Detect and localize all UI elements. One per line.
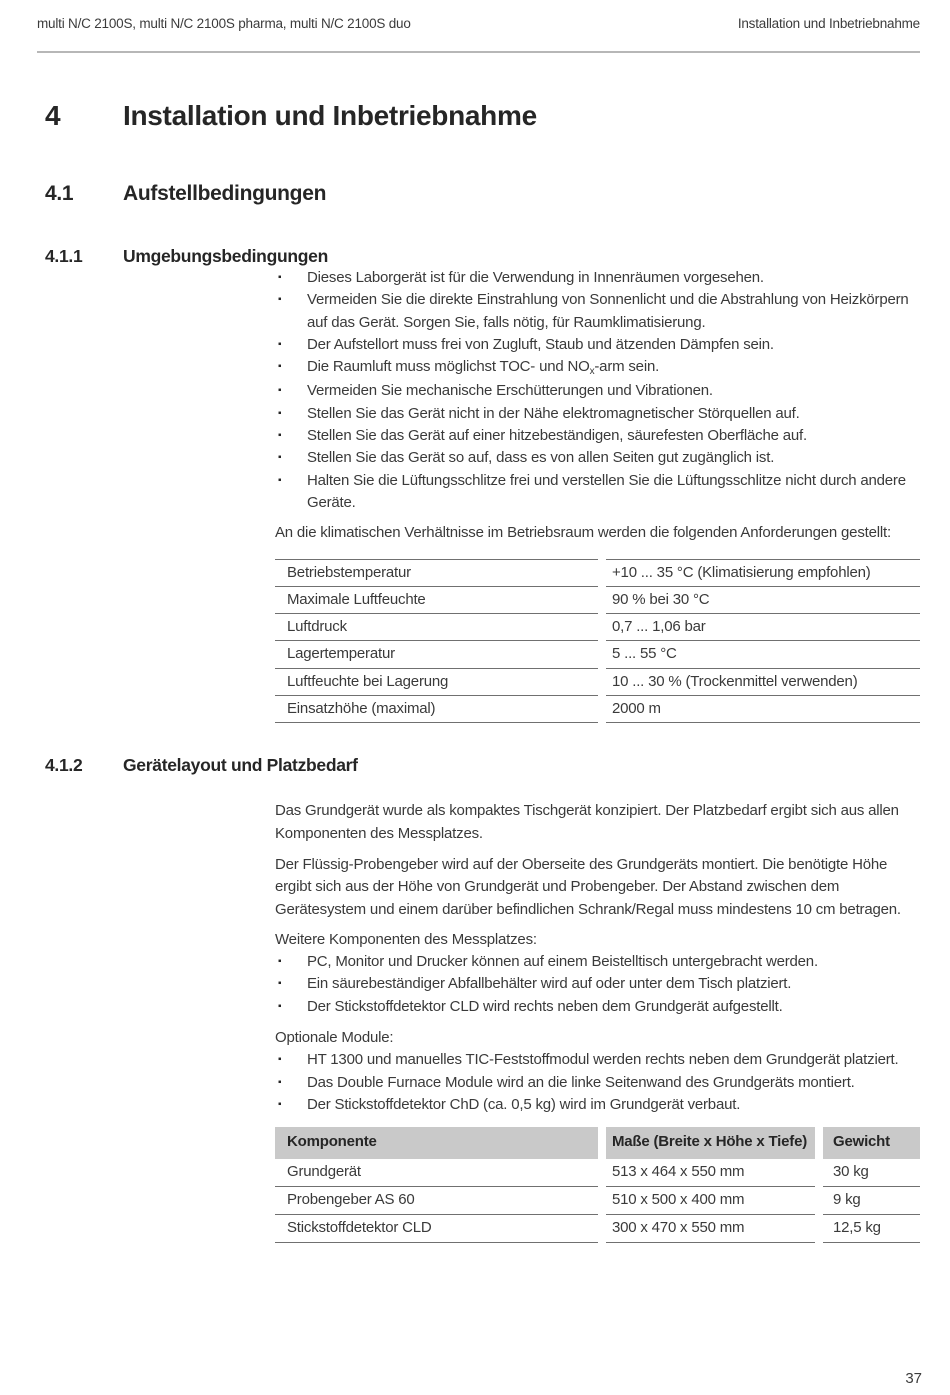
- header-rule: [37, 51, 920, 53]
- section-heading-4-1-1: [0, 246, 950, 267]
- square-bullet-icon: ▪: [278, 407, 282, 419]
- square-bullet-icon: ▪: [278, 978, 282, 990]
- table-cell-weight: 9 kg: [823, 1186, 920, 1214]
- climate-conditions-table: [275, 559, 920, 724]
- table-row: [275, 668, 920, 695]
- list-item: ▪ Der Stickstoffdetektor ChD (ca. 0,5 kg) wird im Grundgerät verbaut.: [275, 1094, 920, 1116]
- table-cell-label: Betriebstemperatur: [275, 559, 598, 586]
- section-heading-4-1-2: [0, 755, 950, 776]
- table-cell-dimensions: 300 x 470 x 550 mm: [606, 1214, 815, 1243]
- climate-intro-paragraph: An die klimatischen Verhältnisse im Betriebsraum werden die folgenden Anforderungen gestellt:: [275, 524, 891, 542]
- table-cell-label: Luftdruck: [275, 613, 598, 640]
- section-number: 4.1: [45, 182, 74, 205]
- section-number: 4: [45, 100, 61, 131]
- list-item: ▪ Vermeiden Sie mechanische Erschütterungen und Vibrationen.: [275, 380, 920, 402]
- page-number: 37: [905, 1370, 922, 1387]
- table-cell-value: 2000 m: [606, 695, 920, 723]
- table-cell-value: +10 ... 35 °C (Klimatisierung empfohlen): [606, 559, 920, 586]
- table-cell-weight: 30 kg: [833, 1162, 869, 1180]
- section-4-1-2-content: [275, 800, 920, 1243]
- header-right-title: Installation und Inbetriebnahme: [737, 16, 920, 31]
- layout-paragraph-1: Das Grundgerät wurde als kompaktes Tischgerät konzipiert. Der Platzbedarf ergibt sich aus allen Komponenten des Messplatzes.: [275, 802, 899, 842]
- table-cell-value: 0,7 ... 1,06 bar: [606, 613, 920, 640]
- table-row: [275, 1186, 920, 1214]
- section-title: Gerätelayout und Platzbedarf: [123, 755, 358, 776]
- square-bullet-icon: ▪: [278, 452, 282, 464]
- list-item: ▪ Halten Sie die Lüftungsschlitze frei und verstellen Sie die Lüftungsschlitze nicht durch andere Geräte.: [275, 470, 920, 515]
- list-item: ▪ Stellen Sie das Gerät auf einer hitzebeständigen, säurefesten Oberfläche auf.: [275, 425, 920, 447]
- table-row: [275, 1214, 920, 1243]
- table-row: [275, 613, 920, 640]
- table-cell-label: Einsatzhöhe (maximal): [275, 695, 598, 723]
- square-bullet-icon: ▪: [278, 338, 282, 350]
- square-bullet-icon: ▪: [278, 1054, 282, 1066]
- list-item: ▪ Ein säurebeständiger Abfallbehälter wird auf oder unter dem Tisch platziert.: [275, 973, 920, 995]
- section-heading-4-1: [0, 182, 950, 206]
- column-header: Maße (Breite x Höhe x Tiefe): [606, 1127, 815, 1158]
- list-item: ▪ PC, Monitor und Drucker können auf einem Beistelltisch untergebracht werden.: [275, 951, 920, 973]
- table-cell-component: Grundgerät: [287, 1162, 361, 1180]
- table-row: [275, 640, 920, 667]
- section-4-1-1-content: [275, 267, 920, 723]
- list-item: ▪ Dieses Laborgerät ist für die Verwendung in Innenräumen vorgesehen.: [275, 267, 920, 289]
- more-components-label: Weitere Komponenten des Messplatzes:: [275, 930, 537, 948]
- column-header: Gewicht: [823, 1127, 920, 1158]
- table-row: [275, 1159, 920, 1186]
- square-bullet-icon: ▪: [278, 1076, 282, 1088]
- section-number: 4.1.1: [45, 246, 83, 266]
- optional-modules-label: Optionale Module:: [275, 1029, 394, 1047]
- running-header: [37, 16, 920, 31]
- table-header-row: [275, 1127, 920, 1158]
- subscript-x: x: [589, 366, 595, 378]
- table-row: [275, 695, 920, 723]
- square-bullet-icon: ▪: [278, 385, 282, 397]
- section-title: Umgebungsbedingungen: [123, 246, 328, 266]
- table-row: [275, 586, 920, 613]
- table-cell-dimensions: 513 x 464 x 550 mm: [612, 1162, 745, 1180]
- section-title: Aufstellbedingungen: [123, 182, 327, 205]
- table-cell-value: 5 ... 55 °C: [606, 640, 920, 667]
- table-cell-value: 10 ... 30 % (Trockenmittel verwenden): [606, 668, 920, 695]
- header-left-title: multi N/C 2100S, multi N/C 2100S pharma, multi N/C 2100S duo: [37, 16, 411, 31]
- layout-paragraph-2: Der Flüssig-Probengeber wird auf der Oberseite des Grundgeräts montiert. Die benötigte Höhe ergibt sich aus der Höhe von Grundgerät und Probengeber. Der Abstand zwischen dem Gerätesystem und einem darüber befindlichen Schrank/Regal muss mindestens 10 cm betragen.: [275, 855, 901, 918]
- square-bullet-icon: ▪: [278, 272, 282, 283]
- square-bullet-icon: ▪: [278, 956, 282, 968]
- table-cell-label: Maximale Luftfeuchte: [275, 586, 598, 613]
- square-bullet-icon: ▪: [278, 361, 282, 373]
- table-cell-component: Stickstoffdetektor CLD: [275, 1214, 598, 1243]
- list-item: ▪ Stellen Sie das Gerät so auf, dass es von allen Seiten gut zugänglich ist.: [275, 447, 920, 469]
- square-bullet-icon: ▪: [278, 1000, 282, 1012]
- section-title: Installation und Inbetriebnahme: [123, 100, 537, 131]
- table-cell-dimensions: 510 x 500 x 400 mm: [606, 1186, 815, 1214]
- list-item: ▪ Das Double Furnace Module wird an die linke Seitenwand des Grundgeräts montiert.: [275, 1072, 920, 1094]
- square-bullet-icon: ▪: [278, 430, 282, 442]
- square-bullet-icon: ▪: [278, 294, 282, 306]
- list-item: ▪ Stellen Sie das Gerät nicht in der Nähe elektromagnetischer Störquellen auf.: [275, 403, 920, 425]
- table-row: [275, 559, 920, 586]
- components-table: [275, 1127, 920, 1243]
- table-cell-weight: 12,5 kg: [823, 1214, 920, 1243]
- list-item: ▪ Vermeiden Sie die direkte Einstrahlung von Sonnenlicht und die Abstrahlung von Heizkörpern auf das Gerät. Sorgen Sie, falls nötig, für Raumklimatisierung.: [275, 289, 920, 334]
- table-cell-label: Lagertemperatur: [275, 640, 598, 667]
- list-item: ▪ Der Stickstoffdetektor CLD wird rechts neben dem Grundgerät aufgestellt.: [275, 996, 920, 1018]
- section-number: 4.1.2: [45, 755, 83, 776]
- table-cell-component: Probengeber AS 60: [275, 1186, 598, 1214]
- table-cell-label: Luftfeuchte bei Lagerung: [275, 668, 598, 695]
- page-body: [0, 95, 950, 1243]
- environment-bullet-list: [275, 267, 920, 514]
- table-cell-value: 90 % bei 30 °C: [606, 586, 920, 613]
- list-item: ▪ HT 1300 und manuelles TIC-Feststoffmodul werden rechts neben dem Grundgerät platziert.: [275, 1049, 920, 1071]
- more-components-bullet-list: [275, 951, 920, 1018]
- list-item: ▪ Der Aufstellort muss frei von Zugluft, Staub und ätzenden Dämpfen sein.: [275, 334, 920, 356]
- list-item: ▪ Die Raumluft muss möglichst TOC- und $NO_x$-arm sein.: [275, 356, 920, 380]
- square-bullet-icon: ▪: [278, 474, 282, 486]
- section-heading-4: [0, 100, 950, 132]
- optional-modules-bullet-list: [275, 1049, 920, 1116]
- column-header: Komponente: [275, 1127, 598, 1158]
- square-bullet-icon: ▪: [278, 1098, 282, 1110]
